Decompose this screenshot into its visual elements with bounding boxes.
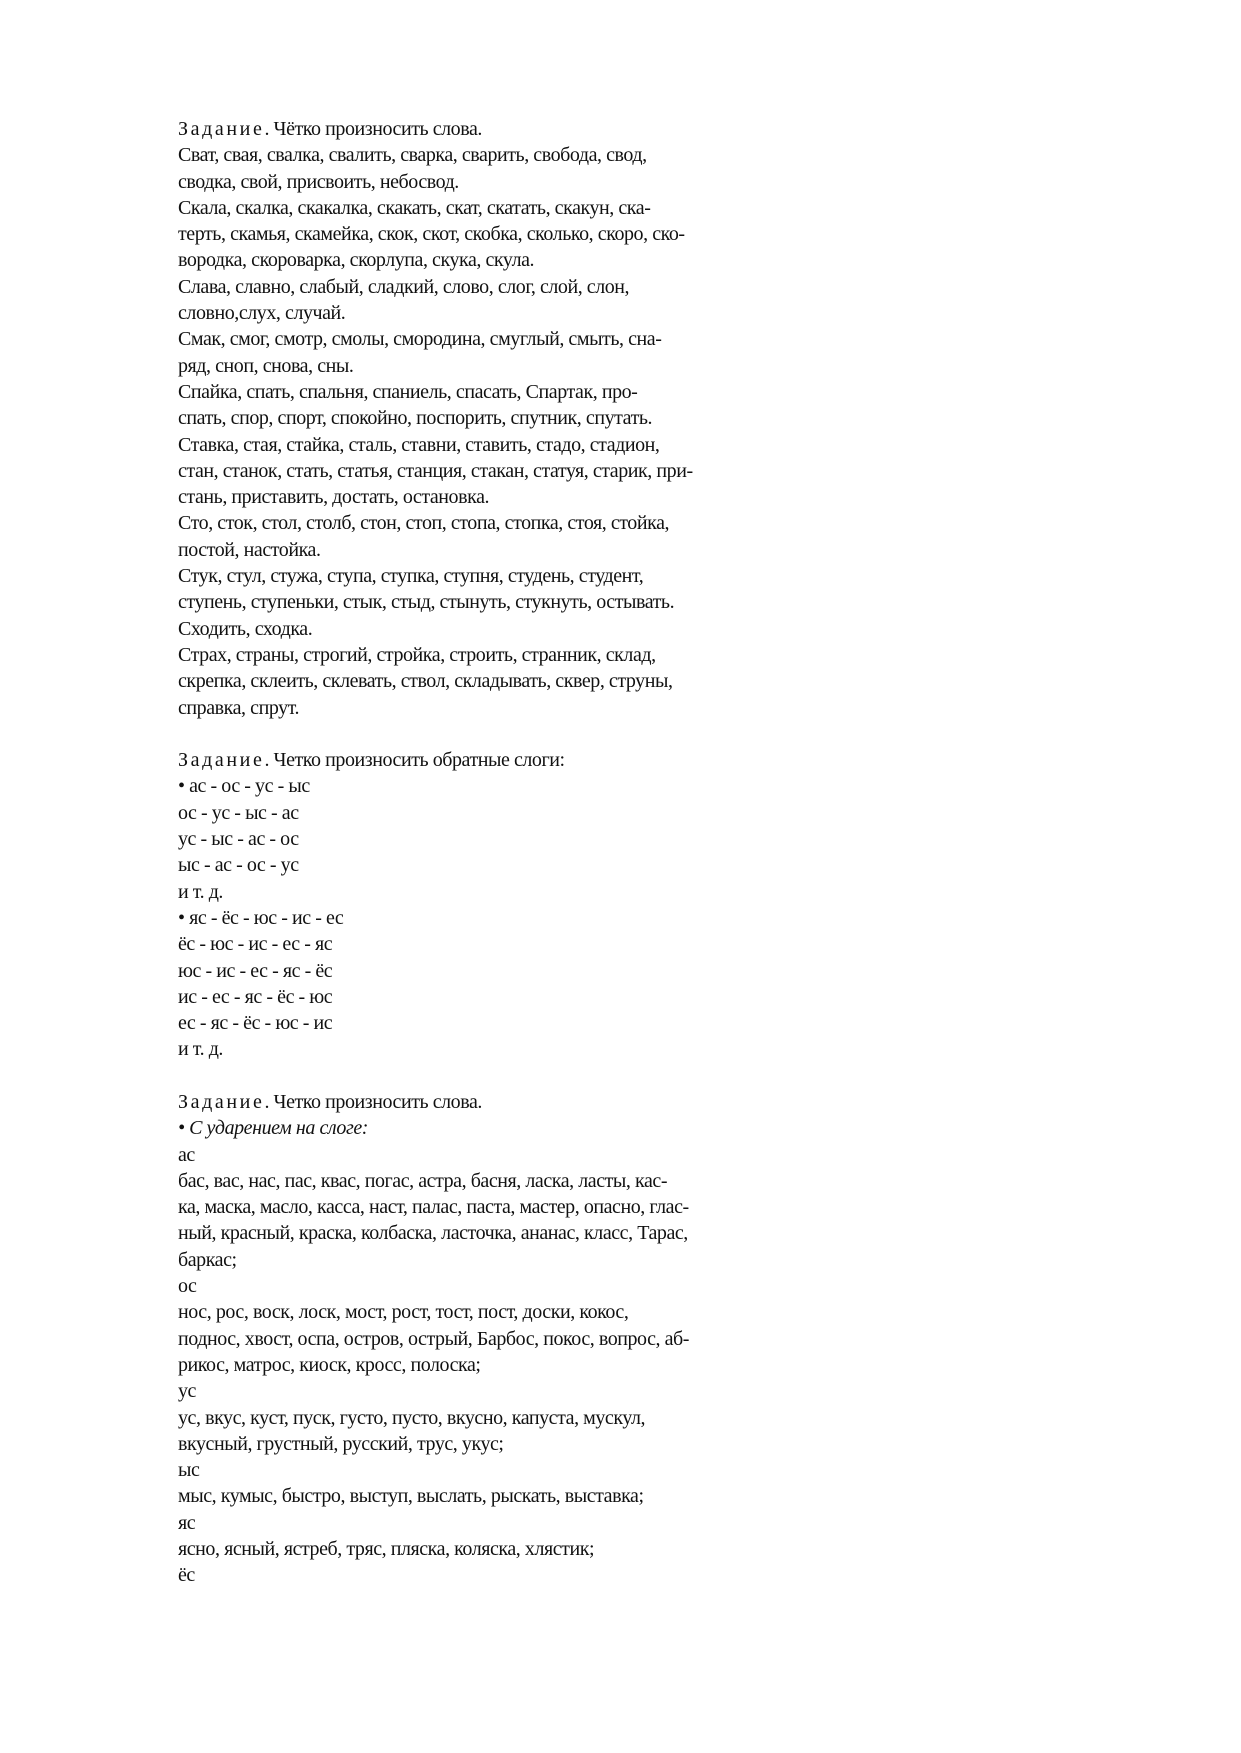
- text-line: ёс - юс - ис - ес - яс: [178, 933, 333, 956]
- section-2: [178, 747, 818, 1063]
- document-page: [178, 116, 818, 1589]
- heading-text: . Четко произносить слова.: [264, 1090, 482, 1113]
- text-line: спать, спор, спорт, спокойно, поспорить, спутник, спутать.: [178, 407, 653, 430]
- section-body: [178, 142, 818, 721]
- text-line: мыс, кумыс, быстро, выступ, выслать, рыскать, выставка;: [178, 1485, 644, 1508]
- text-line: Сходить, сходка.: [178, 617, 313, 640]
- text-line: Ставка, стая, стайка, сталь, ставни, ставить, стадо, стадион,: [178, 433, 660, 456]
- heading-keyword: Задание: [178, 1090, 265, 1113]
- text-line: Смак, смог, смотр, смолы, смородина, смуглый, смыть, сна-: [178, 328, 662, 351]
- text-line: ес - яс - ёс - юс - ис: [178, 1012, 333, 1035]
- text-line: сводка, свой, присвоить, небосвод.: [178, 170, 459, 193]
- text-line: баркас;: [178, 1248, 237, 1271]
- text-line: яс: [178, 1511, 196, 1534]
- text-line: скрепка, склеить, склевать, ствол, складывать, сквер, струны,: [178, 670, 673, 693]
- text-line: ряд, сноп, снова, сны.: [178, 354, 354, 377]
- section-heading: [178, 116, 818, 142]
- text-line: и т. д.: [178, 1038, 223, 1061]
- heading-keyword: Задание: [178, 118, 265, 140]
- text-line: • яс - ёс - юс - ис - ес: [178, 906, 344, 929]
- text-line: ыс - ас - ос - ус: [178, 854, 299, 877]
- spacer: [178, 1063, 818, 1089]
- text-line: ус: [178, 1380, 196, 1403]
- text-line: ясно, ясный, ястреб, тряс, пляска, коляска, хлястик;: [178, 1538, 595, 1561]
- text-line: постой, настойка.: [178, 538, 321, 561]
- spacer: [178, 721, 818, 747]
- text-line: вкусный, грустный, русский, трус, укус;: [178, 1432, 504, 1455]
- text-line: ос - ус - ыс - ас: [178, 801, 299, 824]
- text-line: ос: [178, 1275, 197, 1298]
- text-line: справка, спрут.: [178, 696, 299, 719]
- text-line: ёс: [178, 1564, 195, 1587]
- heading-text: . Чётко произносить слова.: [264, 118, 482, 140]
- text-line: ис - ес - яс - ёс - юс: [178, 985, 333, 1008]
- text-line: ступень, ступеньки, стык, стыд, стынуть, стукнуть, остывать.: [178, 591, 675, 614]
- heading-text: . Четко произносить обратные слоги:: [264, 749, 565, 772]
- text-line: ка, маска, масло, касса, наст, палас, паста, мастер, опасно, глас-: [178, 1196, 689, 1219]
- text-line: ус - ыс - ас - ос: [178, 828, 299, 851]
- section-heading: [178, 747, 818, 773]
- text-line: юс - ис - ес - яс - ёс: [178, 959, 333, 982]
- text-line: Сват, свая, свалка, свалить, сварка, сварить, свобода, свод,: [178, 144, 647, 167]
- text-line: Сто, сток, стол, столб, стон, стоп, стопа, стопка, стоя, стойка,: [178, 512, 670, 535]
- heading-keyword: Задание: [178, 749, 265, 772]
- text-line: ас: [178, 1143, 195, 1166]
- text-line: Стук, стул, стужа, ступа, ступка, ступня, студень, студент,: [178, 565, 644, 588]
- text-line: Страх, страны, строгий, стройка, строить, странник, склад,: [178, 643, 656, 666]
- section-subheading: • С ударением на слоге:: [178, 1117, 368, 1140]
- text-line: стань, приставить, достать, остановка.: [178, 486, 490, 509]
- text-line: ыс: [178, 1459, 200, 1482]
- text-line: рикос, матрос, киоск, кросс, полоска;: [178, 1353, 481, 1376]
- text-line: стан, станок, стать, статья, станция, стакан, статуя, старик, при-: [178, 459, 693, 482]
- text-line: и т. д.: [178, 880, 223, 903]
- text-line: терть, скамья, скамейка, скок, скот, скобка, сколько, скоро, ско-: [178, 223, 685, 246]
- section-3: [178, 1089, 818, 1589]
- text-line: Спайка, спать, спальня, спаниель, спасать, Спартак, про-: [178, 380, 638, 403]
- text-line: • ас - ос - ус - ыс: [178, 775, 310, 798]
- section-heading: [178, 1089, 818, 1115]
- text-line: ус, вкус, куст, пуск, густо, пусто, вкусно, капуста, мускул,: [178, 1406, 646, 1429]
- text-line: поднос, хвост, оспа, остров, острый, Барбос, покос, вопрос, аб-: [178, 1327, 689, 1350]
- text-line: нос, рос, воск, лоск, мост, рост, тост, пост, доски, кокос,: [178, 1301, 629, 1324]
- text-line: Скала, скалка, скакалка, скакать, скат, скатать, скакун, ска-: [178, 196, 651, 219]
- text-line: словно,слух, случай.: [178, 302, 346, 325]
- section-body: [178, 773, 818, 1062]
- text-line: вородка, скороварка, скорлупа, скука, скула.: [178, 249, 535, 272]
- text-line: бас, вас, нас, пас, квас, погас, астра, басня, ласка, ласты, кас-: [178, 1169, 668, 1192]
- section-body: [178, 1142, 818, 1589]
- text-line: Слава, славно, слабый, сладкий, слово, слог, слой, слон,: [178, 275, 630, 298]
- text-line: ный, красный, краска, колбаска, ласточка, ананас, класс, Тарас,: [178, 1222, 688, 1245]
- section-1: [178, 116, 818, 721]
